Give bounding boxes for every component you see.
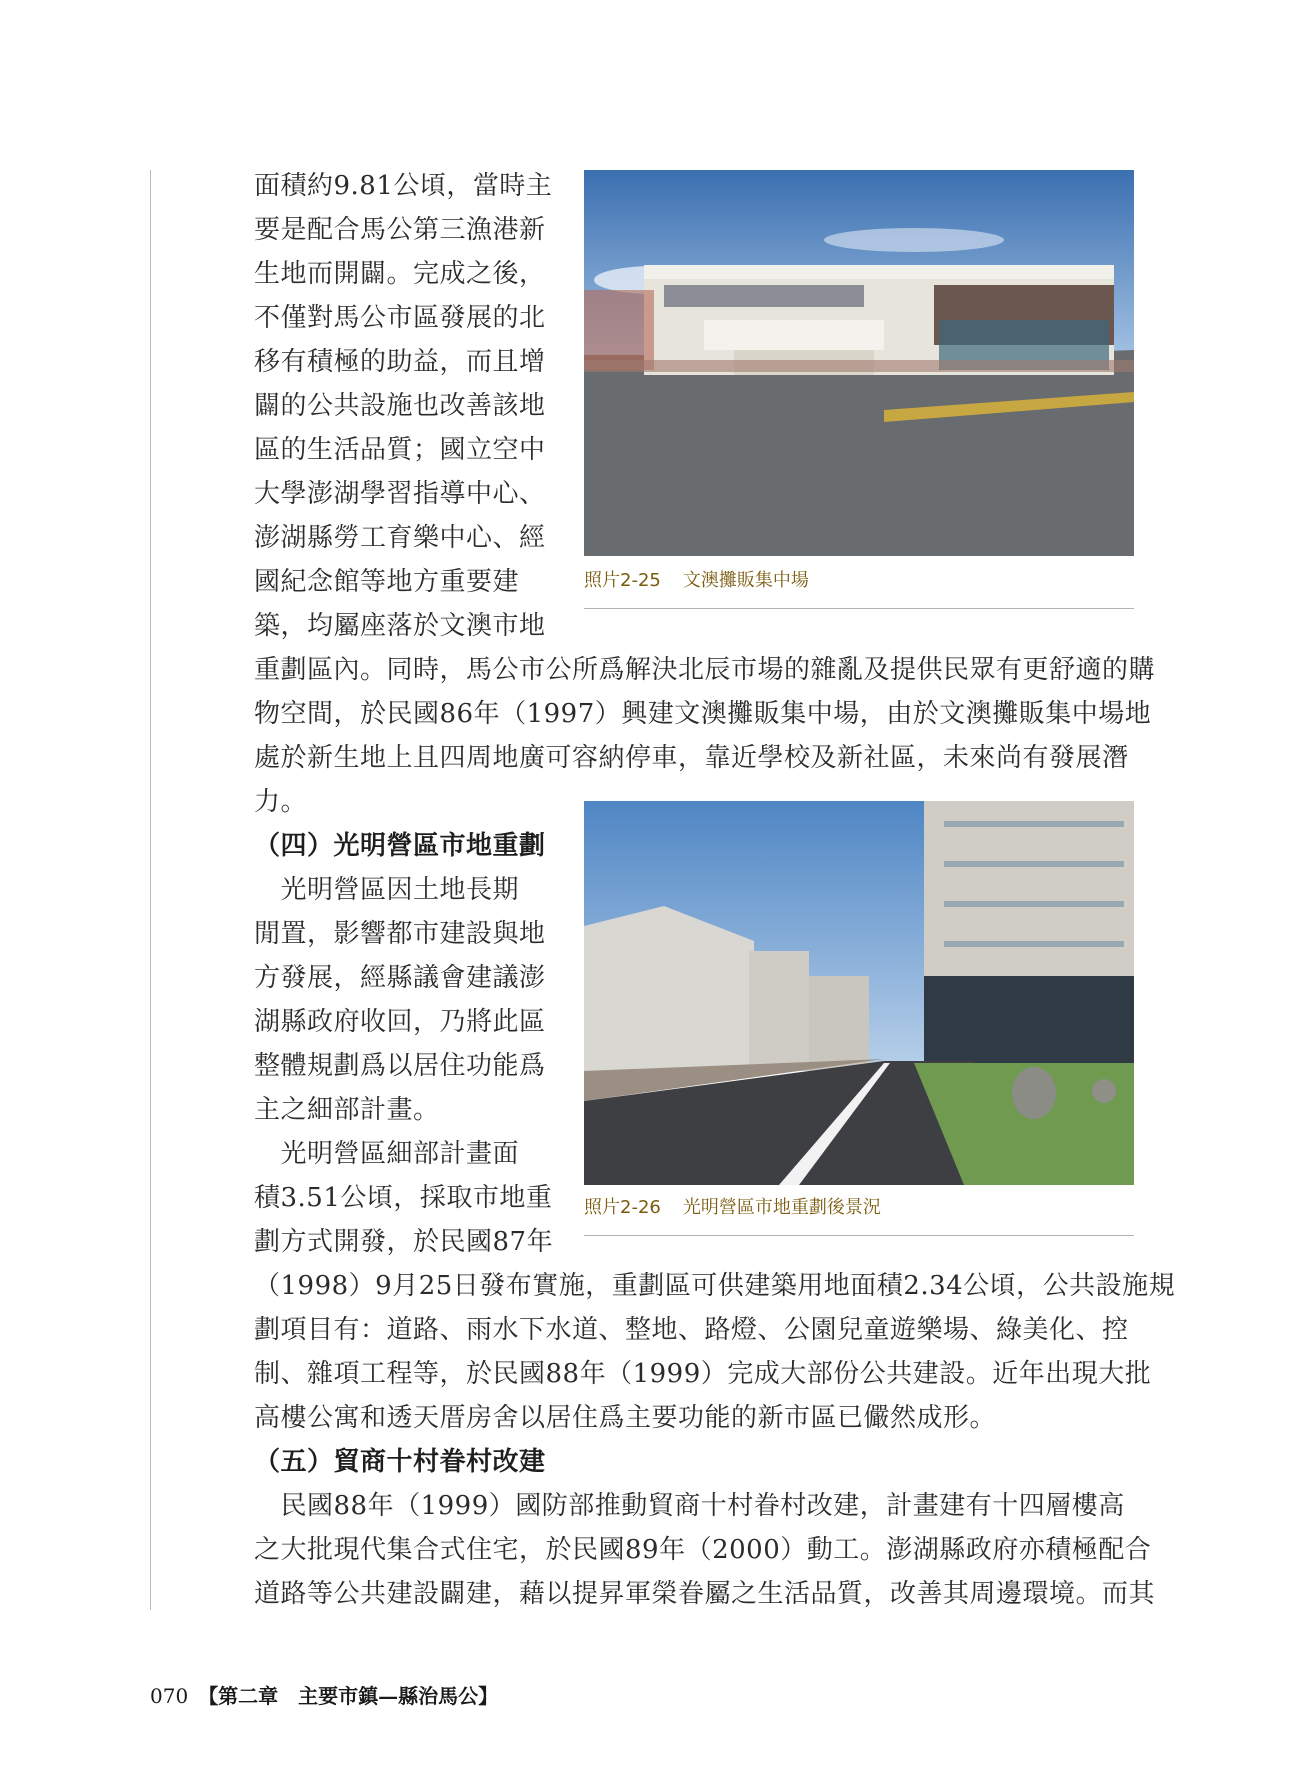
body-text-line: 光明營區因土地長期 <box>254 875 520 905</box>
body-text-line: 之大批現代集合式住宅，於民國89年（2000）動工。澎湖縣政府亦積極配合 <box>254 1535 1152 1565</box>
body-text-line: 劃項目有：道路、雨水下水道、整地、路燈、公園兒童遊樂場、綠美化、控 <box>254 1315 1129 1345</box>
body-text-line: 區的生活品質；國立空中 <box>254 435 546 465</box>
page-footer <box>150 1680 498 1712</box>
photo-caption <box>584 566 1134 596</box>
photo-caption <box>584 1193 1134 1223</box>
body-text-line: 面積約9.81公頃，當時主 <box>254 171 553 201</box>
body-text-line: 湖縣政府收回，乃將此區 <box>254 1007 546 1037</box>
body-text-line: 移有積極的助益，而且增 <box>254 347 546 377</box>
caption-rule <box>584 1235 1134 1236</box>
section-heading: （四）光明營區市地重劃 <box>254 831 546 861</box>
margin-rule <box>150 170 151 1610</box>
body-text-line: 高樓公寓和透天厝房舍以居住爲主要功能的新市區已儼然成形。 <box>254 1403 997 1433</box>
body-text-line: 劃方式開發，於民國87年 <box>254 1227 554 1257</box>
caption-text: 光明營區市地重劃後景況 <box>682 1197 881 1218</box>
body-text-line: 力。 <box>254 787 308 817</box>
body-text-line: 整體規劃爲以居住功能爲 <box>254 1051 546 1081</box>
body-text-line: 制、雜項工程等，於民國88年（1999）完成大部份公共建設。近年出現大批 <box>254 1359 1152 1389</box>
body-text-line: 民國88年（1999）國防部推動貿商十村眷村改建，計畫建有十四層樓高 <box>254 1491 1125 1521</box>
body-text-line: 積3.51公頃，採取市地重 <box>254 1183 553 1213</box>
caption-text: 文澳攤販集中場 <box>682 570 809 591</box>
body-text-line: 道路等公共建設闢建，藉以提昇軍榮眷屬之生活品質，改善其周邊環境。而其 <box>254 1579 1156 1609</box>
page-number: 070 <box>150 1684 189 1708</box>
body-text-line: 不僅對馬公市區發展的北 <box>254 303 546 333</box>
chapter-title: 【第二章 主要市鎮—縣治馬公】 <box>198 1684 499 1708</box>
body-text-line: 澎湖縣勞工育樂中心、經 <box>254 523 546 553</box>
body-text-line: 國紀念館等地方重要建 <box>254 567 520 597</box>
body-text-line: 閒置，影響都市建設與地 <box>254 919 546 949</box>
caption-number: 照片2-26 <box>584 1197 661 1218</box>
body-text-line: 主之細部計畫。 <box>254 1095 440 1125</box>
body-text-line: 處於新生地上且四周地廣可容納停車，靠近學校及新社區，未來尚有發展潛 <box>254 743 1129 773</box>
caption-number: 照片2-25 <box>584 570 661 591</box>
body-text-line: 光明營區細部計畫面 <box>254 1139 520 1169</box>
body-text-line: 重劃區內。同時，馬公市公所爲解決北辰市場的雜亂及提供民眾有更舒適的購 <box>254 655 1156 685</box>
market-hall-photo <box>584 170 1134 556</box>
body-text-line: 要是配合馬公第三漁港新 <box>254 215 546 245</box>
body-text-line: 物空間，於民國86年（1997）興建文澳攤販集中場，由於文澳攤販集中場地 <box>254 699 1152 729</box>
body-text-line: （1998）9月25日發布實施，重劃區可供建築用地面積2.34公頃，公共設施規 <box>254 1271 1176 1301</box>
body-text-line: 方發展，經縣議會建議澎 <box>254 963 546 993</box>
body-text-line: 築，均屬座落於文澳市地 <box>254 611 546 641</box>
redevelopment-street-photo <box>584 801 1134 1185</box>
body-text-line: 大學澎湖學習指導中心、 <box>254 479 546 509</box>
caption-rule <box>584 608 1134 609</box>
section-heading: （五）貿商十村眷村改建 <box>254 1447 546 1477</box>
body-text-line: 闢的公共設施也改善該地 <box>254 391 546 421</box>
body-text-line: 生地而開闢。完成之後， <box>254 259 546 289</box>
